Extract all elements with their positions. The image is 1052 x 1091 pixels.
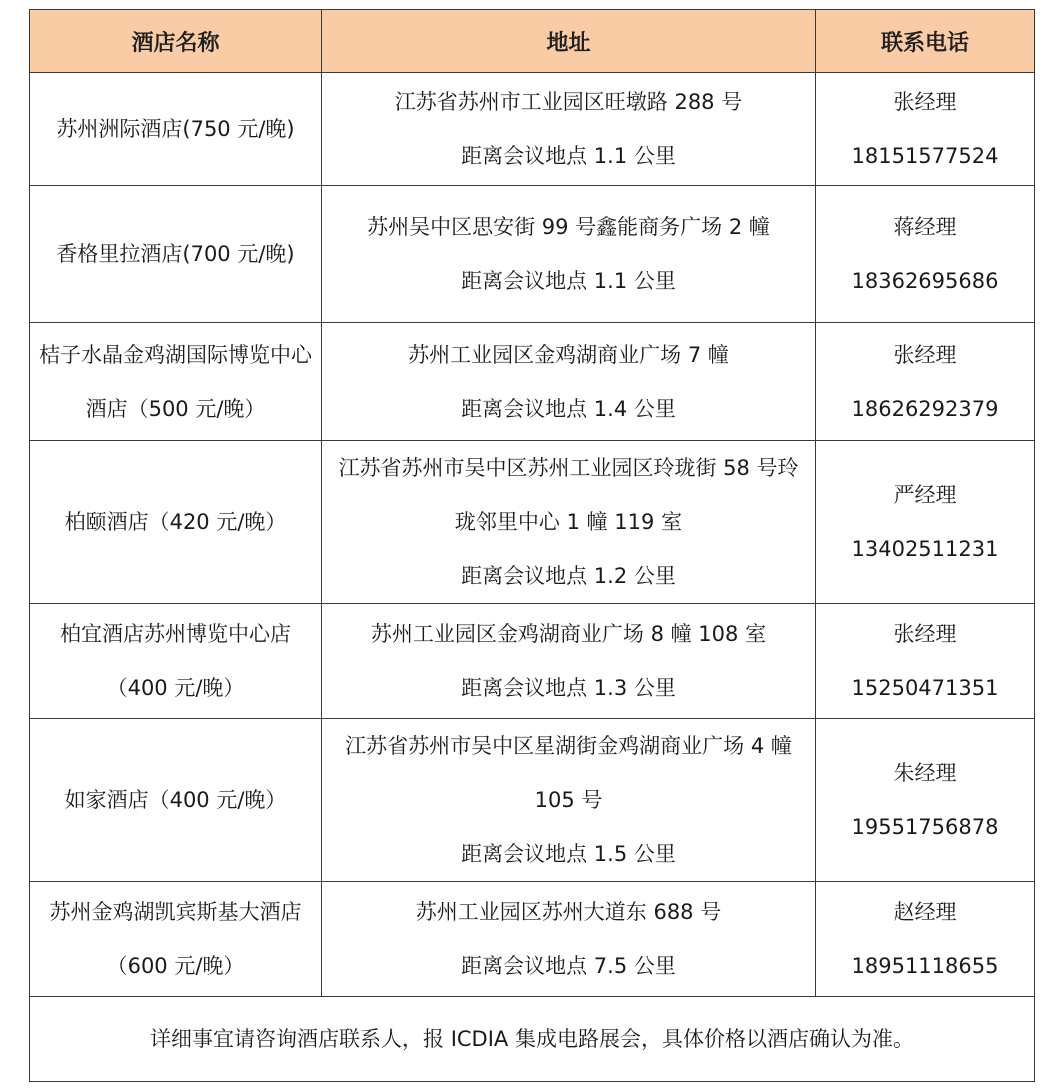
contact-cell (816, 882, 1035, 997)
hotel-distance: 距离会议地点 7.5 公里 (461, 954, 676, 978)
contact-phone: 15250471351 (851, 676, 999, 700)
header-hotel-name: 酒店名称 (30, 10, 322, 73)
contact-phone: 18951118655 (851, 954, 999, 978)
hotel-name: 苏州金鸡湖凯宾斯基大酒店（600 元/晚） (49, 900, 302, 978)
contact-cell (816, 323, 1035, 441)
address-cell (322, 186, 816, 323)
contact-manager: 赵经理 (893, 900, 957, 924)
hotel-distance: 距离会议地点 1.1 公里 (461, 144, 676, 168)
contact-manager: 张经理 (893, 90, 957, 114)
hotel-address: 江苏省苏州市吴中区苏州工业园区玲珑街 58 号玲珑邻里中心 1 幢 119 室 (338, 456, 799, 534)
footer-row (30, 997, 1035, 1082)
address-cell (322, 441, 816, 604)
hotel-distance: 距离会议地点 1.2 公里 (461, 564, 676, 588)
contact-phone: 13402511231 (851, 537, 999, 561)
table-row (30, 604, 1035, 719)
contact-cell (816, 73, 1035, 186)
contact-manager: 严经理 (893, 483, 957, 507)
address-cell (322, 719, 816, 882)
contact-phone: 18626292379 (851, 396, 999, 421)
contact-phone: 19551756878 (851, 815, 999, 839)
table-row (30, 186, 1035, 323)
header-address: 地址 (322, 10, 816, 73)
hotel-name-cell (30, 441, 322, 604)
contact-cell (816, 604, 1035, 719)
contact-manager: 张经理 (893, 342, 957, 367)
contact-cell (816, 186, 1035, 323)
hotel-distance: 距离会议地点 1.1 公里 (461, 269, 676, 293)
hotel-name: 桔子水晶金鸡湖国际博览中心酒店（500 元/晚） (39, 342, 312, 421)
contact-cell (816, 441, 1035, 604)
hotel-name-cell (30, 604, 322, 719)
hotel-name-cell (30, 73, 322, 186)
hotel-name: 如家酒店（400 元/晚） (64, 788, 287, 812)
header-contact: 联系电话 (816, 10, 1035, 73)
hotel-address: 江苏省苏州市吴中区星湖街金鸡湖商业广场 4 幢 105 号 (345, 734, 792, 812)
table-row (30, 73, 1035, 186)
hotel-name: 香格里拉酒店(700 元/晚) (56, 242, 295, 266)
hotel-address: 苏州工业园区金鸡湖商业广场 7 幢 (408, 342, 729, 367)
hotel-name-cell (30, 323, 322, 441)
hotel-table (29, 9, 1035, 1082)
hotel-address: 苏州工业园区金鸡湖商业广场 8 幢 108 室 (370, 622, 767, 646)
footer-note: 详细事宜请咨询酒店联系人，报 ICDIA 集成电路展会，具体价格以酒店确认为准。 (30, 997, 1035, 1082)
contact-manager: 朱经理 (893, 761, 957, 785)
hotel-name: 柏宜酒店苏州博览中心店（400 元/晚） (60, 622, 291, 700)
table-row (30, 323, 1035, 441)
address-cell (322, 882, 816, 997)
contact-cell (816, 719, 1035, 882)
hotel-address: 苏州吴中区思安街 99 号鑫能商务广场 2 幢 (367, 215, 770, 239)
table-row (30, 882, 1035, 997)
table-row (30, 441, 1035, 604)
hotel-distance: 距离会议地点 1.3 公里 (461, 676, 676, 700)
header-row (30, 10, 1035, 73)
contact-manager: 蒋经理 (893, 215, 957, 239)
hotel-address: 江苏省苏州市工业园区旺墩路 288 号 (394, 90, 743, 114)
contact-manager: 张经理 (893, 622, 957, 646)
address-cell (322, 604, 816, 719)
contact-phone: 18151577524 (851, 144, 999, 168)
hotel-name: 苏州洲际酒店(750 元/晚) (56, 117, 295, 141)
hotel-address: 苏州工业园区苏州大道东 688 号 (415, 900, 722, 924)
address-cell (322, 73, 816, 186)
hotel-name: 柏颐酒店（420 元/晚） (64, 510, 287, 534)
table-row (30, 719, 1035, 882)
hotel-distance: 距离会议地点 1.4 公里 (461, 396, 676, 421)
hotel-name-cell (30, 882, 322, 997)
contact-phone: 18362695686 (851, 269, 999, 293)
address-cell (322, 323, 816, 441)
hotel-name-cell (30, 186, 322, 323)
hotel-distance: 距离会议地点 1.5 公里 (461, 842, 676, 866)
hotel-name-cell (30, 719, 322, 882)
